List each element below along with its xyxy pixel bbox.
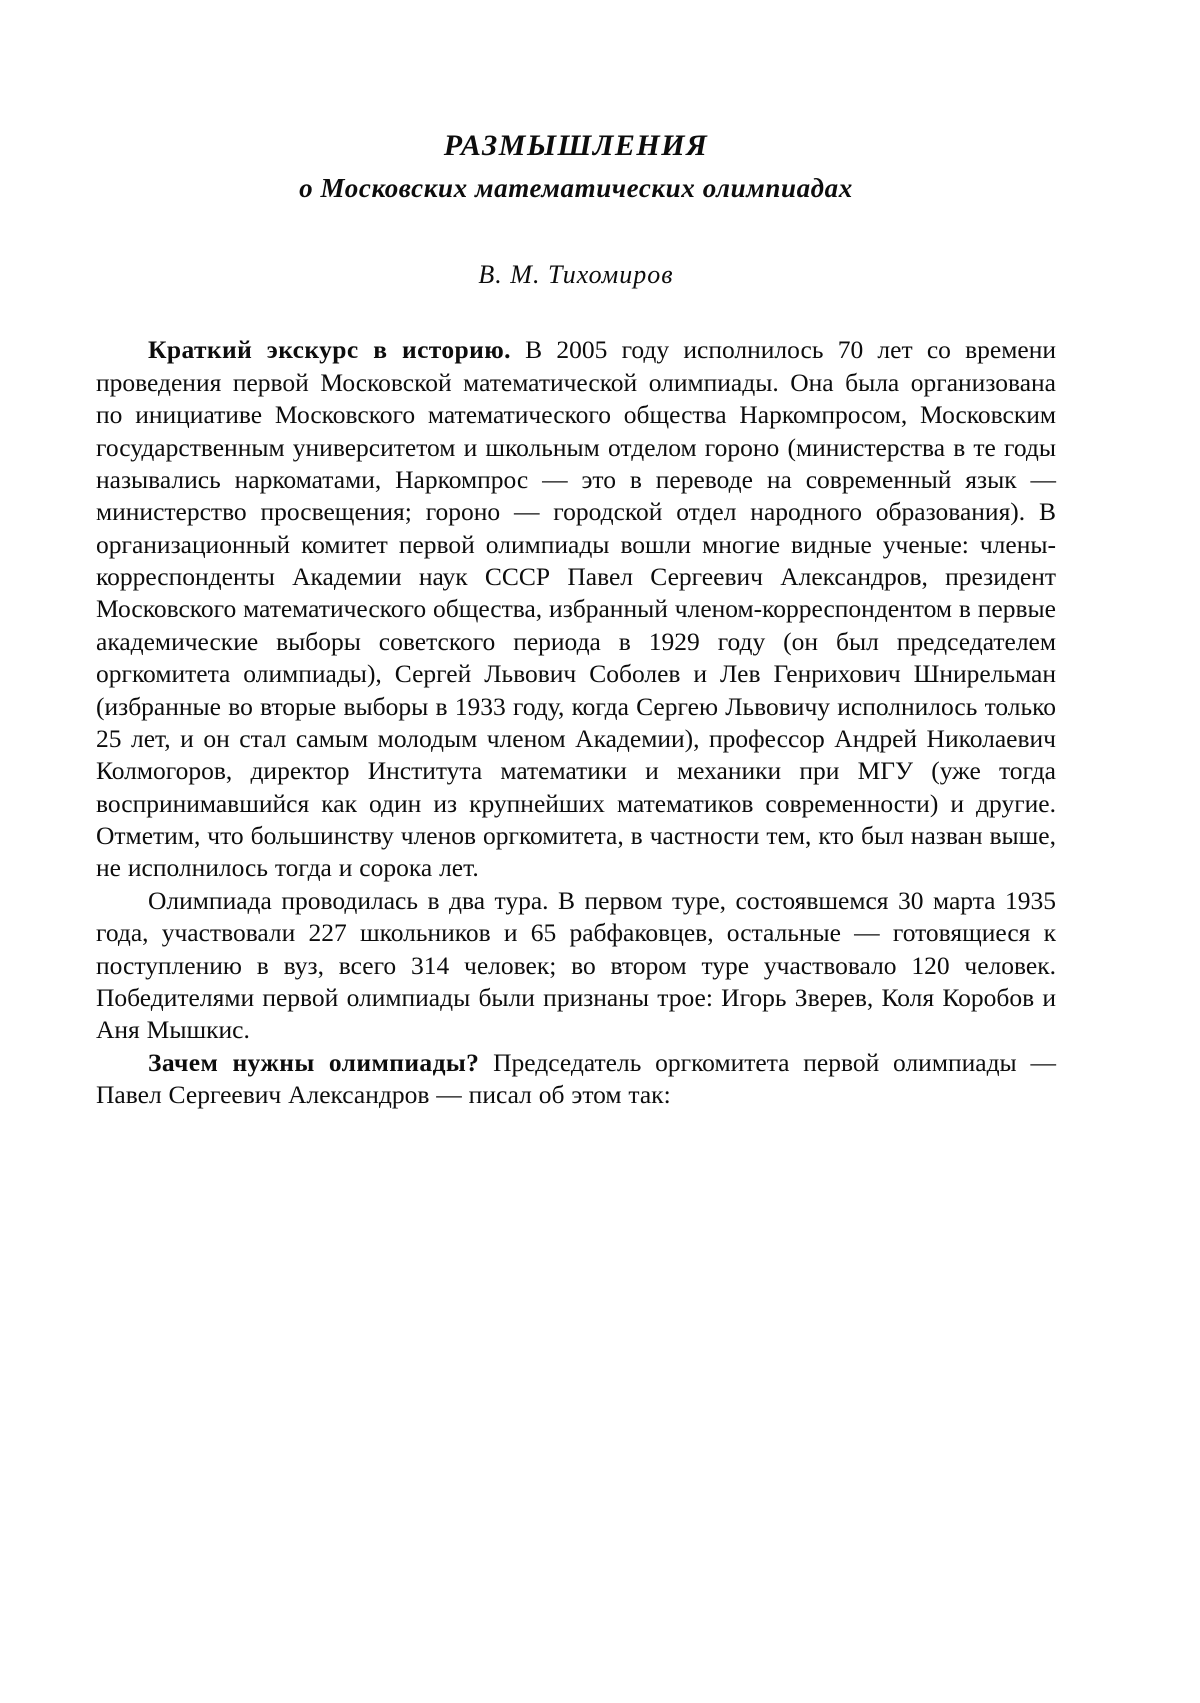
paragraph-lead-in: Краткий экскурс в историю. [148,335,511,365]
paragraph-history [96,334,1056,884]
paragraph-why-olympiads [96,1047,1056,1112]
paragraph-text: Председатель оргкомитета первой олимпиады — Павел Сергеевич Александров — писал об этом так: [96,1047,1056,1110]
author-name: В. М. Тихомиров [478,260,674,290]
page-title: РАЗМЫШЛЕНИЯ [443,129,709,162]
paragraph-text: В 2005 году исполнилось 70 лет со времени проведения первой Московской математической олимпиады. Она была организована по инициативе Московского математического общества Наркомпросом, Московским государственным университетом и школьным отделом гороно (министерства в те годы назывались наркоматами, Наркомпрос — это в переводе на современный язык — министерство просвещения; гороно — городской отдел народного образования). В организационный комитет первой олимпиады вошли многие видные ученые: члены-корреспонденты Академии наук СССР Павел Сергеевич Александров, президент Московского математического общества, избранный членом-корреспондентом в первые академические выборы советского периода в 1929 году (он был председателем оргкомитета олимпиады), Сергей Львович Соболев и Лев Генрихович Шнирельман (избранные во вторые выборы в 1933 году, когда Сергею Львовичу исполнилось только 25 лет, и он стал самым молодым членом Академии), профессор Андрей Николаевич Колмогоров, директор Института математики и механики при МГУ (уже тогда воспринимавшийся как один из крупнейших математиков современности) и другие. Отметим, что большинству членов оргкомитета, в частности тем, кто был назван выше, не исполнилось тогда и сорока лет. [96,335,1056,883]
page-content [96,128,1056,1111]
page-subtitle: о Московских математических олимпиадах [299,173,853,203]
paragraph-lead-in: Зачем нужны олимпиады? [148,1047,480,1077]
paragraph-text: Олимпиада проводилась в два тура. В первом туре, состоявшемся 30 марта 1935 года, участвовали 227 школьников и 65 рабфаковцев, остальные — готовящиеся к поступлению в вуз, всего 314 человек; во втором туре участвовало 120 человек. Победителями первой олимпиады были признаны трое: Игорь Зверев, Коля Коробов и Аня Мышкис. [96,885,1056,1045]
paragraph-two-rounds [96,885,1056,1047]
